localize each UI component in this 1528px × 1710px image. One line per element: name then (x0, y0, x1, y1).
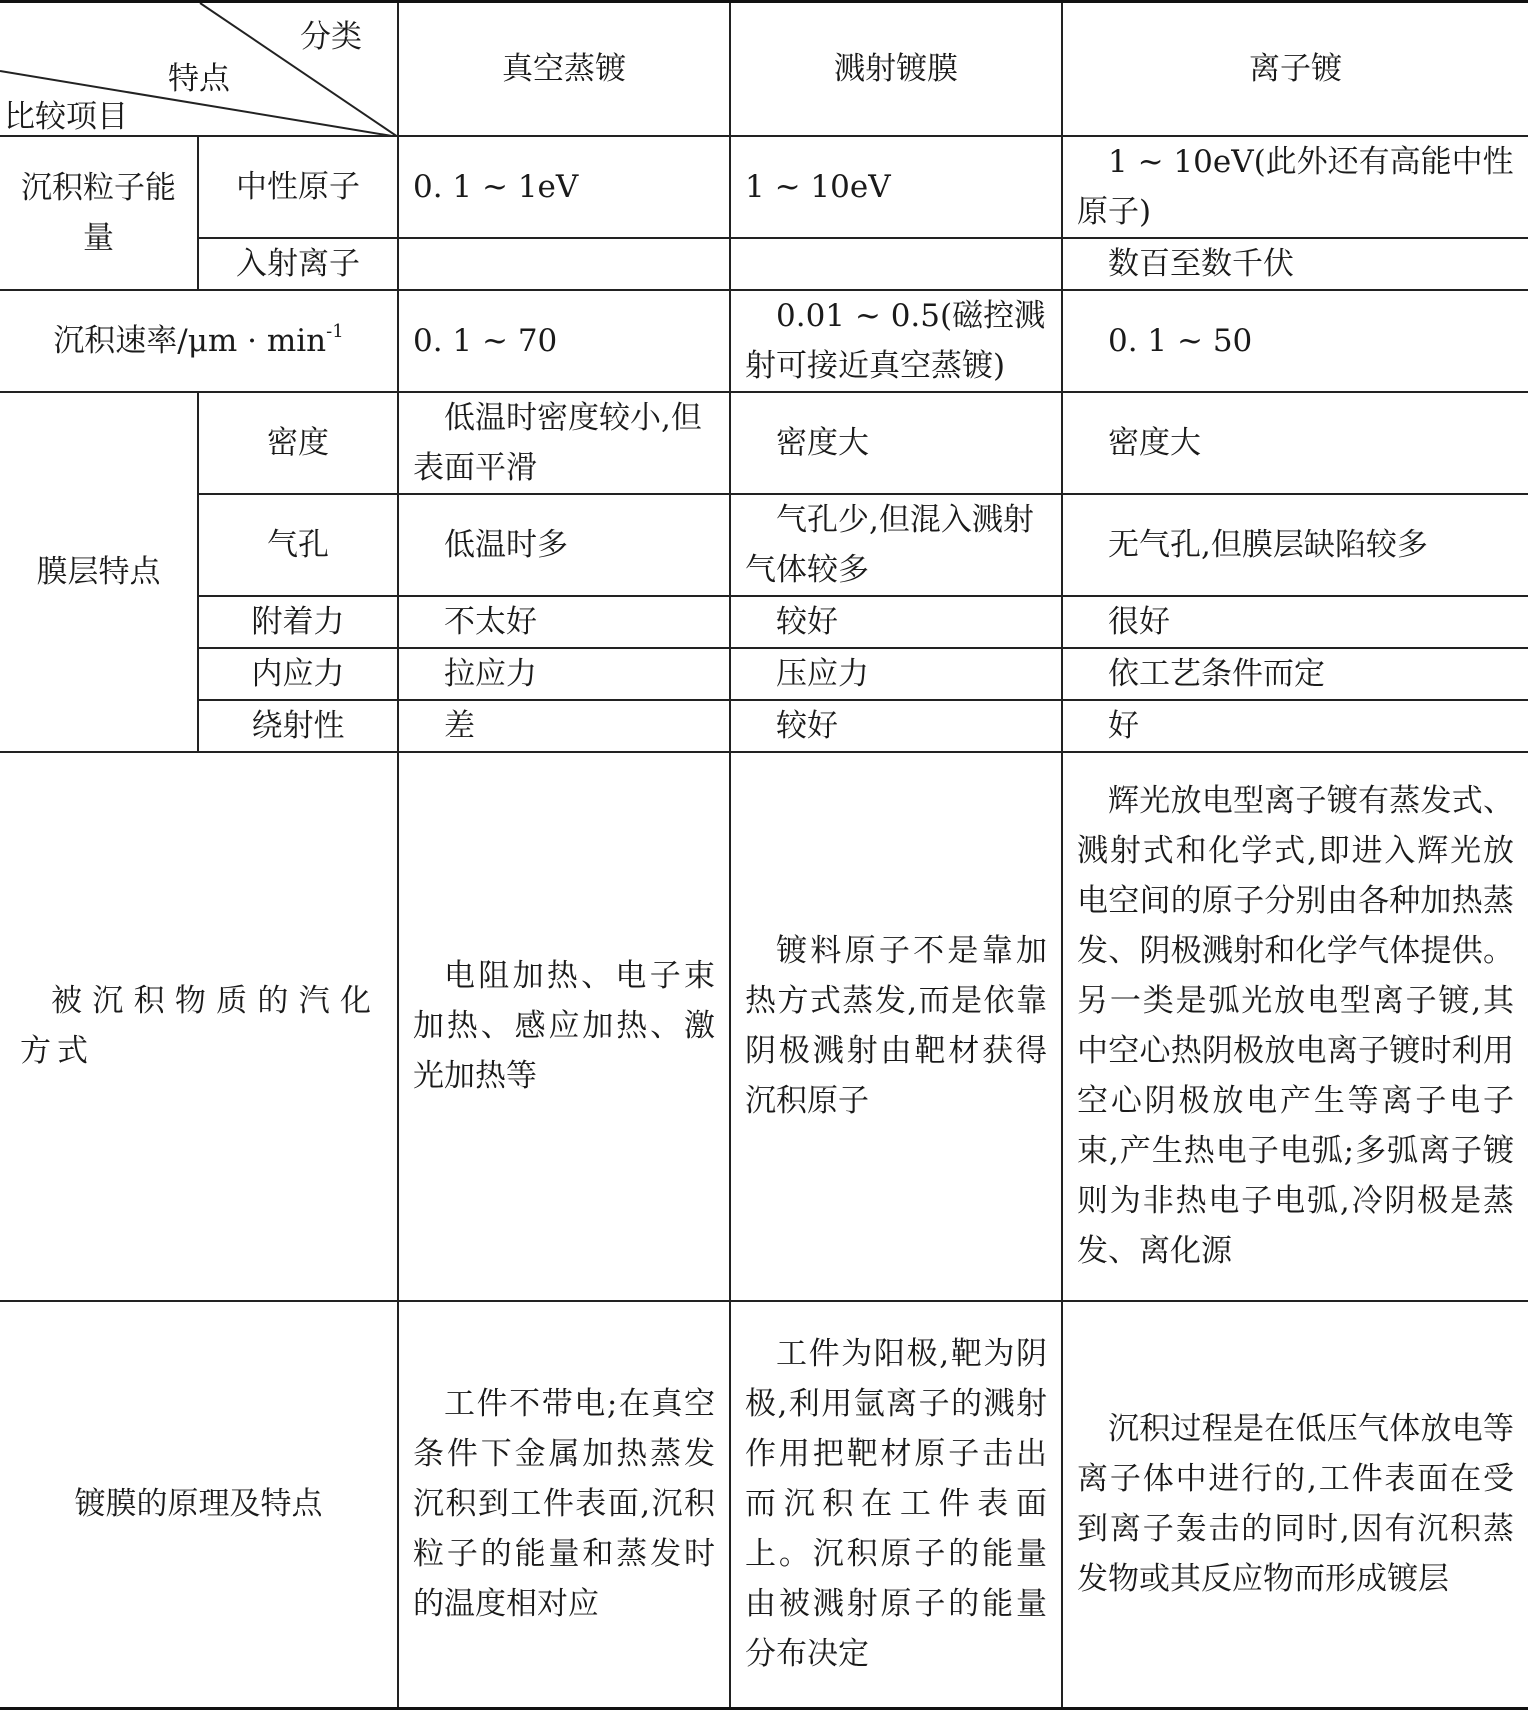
row-film-pores (0, 494, 1528, 596)
cell-stress-ion: 依工艺条件而定 (1062, 648, 1528, 700)
row-energy-incident (0, 238, 1528, 290)
label-adhesion: 附着力 (198, 596, 398, 648)
label-stress: 内应力 (198, 648, 398, 700)
cell-rate-sputter: 0.01 ~ 0.5(磁控溅射可接近真空蒸镀) (730, 290, 1062, 392)
row-film-density (0, 392, 1528, 494)
cell-density-ion: 密度大 (1062, 392, 1528, 494)
cell-vaporization-sputter: 镀料原子不是靠加热方式蒸发,而是依靠阴极溅射由靶材获得沉积原子 (730, 752, 1062, 1301)
cell-neutral-ion: 1 ~ 10eV(此外还有高能中性原子) (1062, 136, 1528, 238)
row-principle (0, 1301, 1528, 1709)
group-deposition-energy: 沉积粒子能量 (0, 136, 198, 290)
cell-adhesion-vacuum: 不太好 (398, 596, 730, 648)
label-throwing: 绕射性 (198, 700, 398, 752)
label-principle: 镀膜的原理及特点 (0, 1301, 398, 1709)
cell-throwing-vacuum: 差 (398, 700, 730, 752)
label-density: 密度 (198, 392, 398, 494)
rate-label-sup: -1 (326, 320, 344, 342)
cell-stress-sputter: 压应力 (730, 648, 1062, 700)
cell-throwing-sputter: 较好 (730, 700, 1062, 752)
diag-label-item: 比较项目 (4, 99, 128, 135)
cell-vaporization-ion: 辉光放电型离子镀有蒸发式、溅射式和化学式,即进入辉光放电空间的原子分别由各种加热蒸发、阴极溅射和化学气体提供。另一类是弧光放电型离子镀,其中空心热阴极放电离子镀时利用空心阴极放电产生等离子电子束,产生热电子电弧;多弧离子镀则为非热电子电弧,冷阴极是蒸发、离化源 (1062, 752, 1528, 1301)
cell-neutral-vacuum: 0. 1 ~ 1eV (398, 136, 730, 238)
header-sputtering: 溅射镀膜 (730, 2, 1062, 136)
label-pores: 气孔 (198, 494, 398, 596)
header-row (0, 2, 1528, 136)
cell-principle-vacuum: 工件不带电;在真空条件下金属加热蒸发沉积到工件表面,沉积粒子的能量和蒸发时的温度相对应 (398, 1301, 730, 1709)
cell-principle-sputter: 工件为阳极,靶为阴极,利用氩离子的溅射作用把靶材原子击出而沉积在工件表面上。沉积原子的能量由被溅射原子的能量分布决定 (730, 1301, 1062, 1709)
cell-rate-vacuum: 0. 1 ~ 70 (398, 290, 730, 392)
cell-density-vacuum: 低温时密度较小,但表面平滑 (398, 392, 730, 494)
label-incident-ion: 入射离子 (198, 238, 398, 290)
row-vaporization (0, 752, 1528, 1301)
cell-adhesion-ion: 很好 (1062, 596, 1528, 648)
cell-pores-vacuum: 低温时多 (398, 494, 730, 596)
diagonal-header-cell (0, 2, 398, 136)
cell-incident-ion: 数百至数千伏 (1062, 238, 1528, 290)
rate-label-main: 沉积速率/μm · min (53, 322, 327, 359)
label-vaporization: 被沉积物质的汽化方式 (0, 752, 398, 1301)
cell-pores-sputter: 气孔少,但混入溅射气体较多 (730, 494, 1062, 596)
group-film-characteristics: 膜层特点 (0, 392, 198, 752)
cell-density-sputter: 密度大 (730, 392, 1062, 494)
row-film-throwing (0, 700, 1528, 752)
row-energy-neutral (0, 136, 1528, 238)
cell-rate-ion: 0. 1 ~ 50 (1062, 290, 1528, 392)
cell-neutral-sputter: 1 ~ 10eV (730, 136, 1062, 238)
cell-adhesion-sputter: 较好 (730, 596, 1062, 648)
cell-throwing-ion: 好 (1062, 700, 1528, 752)
cell-stress-vacuum: 拉应力 (398, 648, 730, 700)
row-film-stress (0, 648, 1528, 700)
diag-label-feature: 特点 (168, 61, 230, 97)
label-deposition-rate (0, 290, 398, 392)
row-deposition-rate (0, 290, 1528, 392)
cell-incident-sputter (730, 238, 1062, 290)
diag-label-category: 分类 (300, 19, 362, 55)
cell-principle-ion: 沉积过程是在低压气体放电等离子体中进行的,工件表面在受到离子轰击的同时,因有沉积蒸发物或其反应物而形成镀层 (1062, 1301, 1528, 1709)
header-ion-plating: 离子镀 (1062, 2, 1528, 136)
label-neutral-atom: 中性原子 (198, 136, 398, 238)
header-vacuum-evaporation: 真空蒸镀 (398, 2, 730, 136)
row-film-adhesion (0, 596, 1528, 648)
cell-pores-ion: 无气孔,但膜层缺陷较多 (1062, 494, 1528, 596)
cell-vaporization-vacuum: 电阻加热、电子束加热、感应加热、激光加热等 (398, 752, 730, 1301)
cell-incident-vacuum (398, 238, 730, 290)
